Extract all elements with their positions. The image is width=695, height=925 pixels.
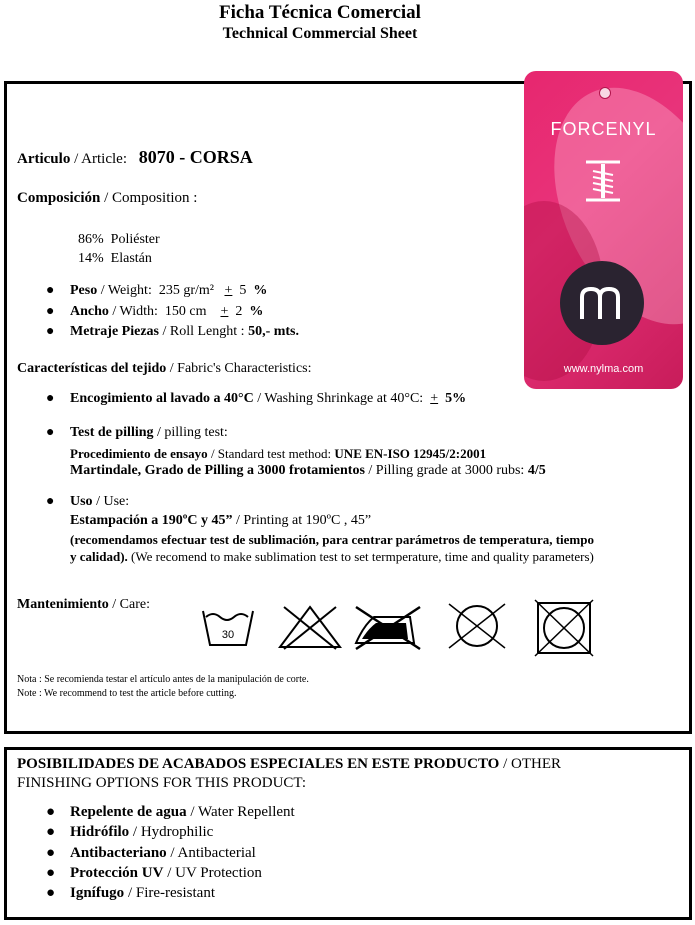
no-bleach-icon [276, 603, 344, 651]
finishing-item [46, 824, 214, 841]
finishing-item-es: Protección UV [70, 865, 164, 881]
pilling-label-en: / pilling test: [153, 425, 228, 440]
spec-label-en: / Roll Lenght : [159, 324, 245, 339]
tag-website: www.nylma.com [563, 363, 644, 375]
wash-temperature: 30 [221, 629, 235, 641]
printing-label-es: Estampación a 190ºC y 45” [70, 513, 233, 528]
tag-hole [599, 87, 611, 99]
bullet: ● [46, 391, 55, 406]
article-value: 8070 - CORSA [138, 147, 253, 167]
method-label-en: / Standard test method: [207, 446, 335, 461]
finishing-item [46, 885, 216, 902]
grade-value: 4/5 [527, 463, 546, 478]
method-label-es: Procedimiento de ensayo [70, 446, 208, 461]
use-note [70, 549, 594, 565]
finishing-item-en: / Water Repellent [186, 804, 295, 820]
spec-label-en: / Width: [108, 304, 158, 319]
use-label-en: / Use: [92, 494, 130, 509]
tag-brand: FORCENYL [550, 119, 657, 139]
spec-tolerance: 2 [235, 304, 243, 319]
composition-fiber: Poliéster [110, 232, 160, 247]
bullet: ● [46, 304, 55, 319]
plus-minus: + [430, 391, 439, 406]
finishing-item-es: Ignífugo [70, 885, 125, 901]
pilling-method [70, 446, 486, 462]
note-es: Nota : Se recomienda testar el artículo antes de la manipulación de corte. [17, 674, 309, 685]
plus-minus: + [224, 283, 233, 298]
spec-label-es: Metraje Piezas [70, 324, 159, 339]
finishing-item-en: / Antibacterial [166, 845, 256, 861]
characteristics-label-es: Características del tejido [17, 361, 167, 376]
no-dry-clean-icon [443, 602, 511, 650]
spec-unit: % [249, 304, 264, 319]
use-note-es-end: y calidad). [70, 549, 128, 564]
printing-label-en: / Printing at 190ºC , 45” [232, 513, 372, 528]
composition-pct: 14% [78, 251, 104, 266]
composition-item [78, 251, 152, 267]
finishing-item-en: / Hydrophilic [129, 824, 214, 840]
finishing-item-es: Antibacteriano [70, 845, 167, 861]
bullet: ● [46, 804, 56, 820]
spool-icon [584, 159, 622, 203]
spec-roll [46, 324, 299, 340]
bullet: ● [46, 824, 56, 840]
shrinkage-row [46, 391, 467, 407]
spec-value: 235 gr/m² [158, 283, 214, 298]
article-label-es: Articulo [17, 151, 71, 167]
composition-pct: 86% [78, 232, 104, 247]
pilling-grade [70, 463, 546, 479]
composition-fiber: Elastán [110, 251, 152, 266]
pilling-label-es: Test de pilling [70, 425, 154, 440]
finishing-item-en: / Fire-resistant [124, 885, 216, 901]
spec-tolerance: 5 [239, 283, 247, 298]
composition-label-es: Composición [17, 190, 101, 206]
characteristics-heading [17, 361, 312, 377]
finishing-item [46, 865, 262, 882]
care-label-es: Mantenimiento [17, 597, 109, 612]
bullet: ● [46, 885, 56, 901]
page-subtitle: Technical Commercial Sheet [222, 25, 418, 42]
spec-value: 150 cm [164, 304, 207, 319]
finishing-item [46, 804, 295, 821]
spec-width [46, 304, 264, 320]
article-row [17, 147, 253, 168]
shrinkage-value: 5% [445, 391, 467, 406]
use-label-es: Uso [70, 494, 93, 509]
article-label-en: / Article: [70, 151, 127, 167]
spec-label-es: Ancho [70, 304, 109, 319]
nylma-logo [560, 261, 644, 345]
method-value: UNE EN-ISO 12945/2:2001 [334, 446, 487, 461]
no-tumble-dry-icon [533, 598, 595, 658]
finishing-heading-es: POSIBILIDADES DE ACABADOS ESPECIALES EN ESTE PRODUCTO [17, 756, 500, 772]
finishing-item-en: / UV Protection [163, 865, 262, 881]
spec-unit: % [253, 283, 268, 298]
note-en: Note : We recommend to test the article before cutting. [17, 688, 237, 699]
spec-value: 50,- mts. [248, 324, 299, 339]
spec-label-en: / Weight: [97, 283, 152, 298]
use-note-en: (We recomend to make sublimation test to set termperature, time and quality parameters) [127, 549, 594, 564]
grade-label-en: / Pilling grade at 3000 rubs: [364, 463, 528, 478]
no-iron-icon [352, 603, 424, 651]
finishing-item-es: Repelente de agua [70, 804, 187, 820]
bullet: ● [46, 283, 55, 298]
characteristics-label-en: / Fabric's Characteristics: [166, 361, 312, 376]
forcenyl-hang-tag [524, 71, 683, 389]
finishing-heading-line2: FINISHING OPTIONS FOR THIS PRODUCT: [17, 775, 307, 791]
shrinkage-label-es: Encogimiento al lavado a 40°C [70, 391, 254, 406]
finishing-heading [17, 756, 561, 773]
use-row [46, 494, 130, 510]
plus-minus: + [220, 304, 229, 319]
use-note-es: (recomendamos efectuar test de sublimación, para centrar parámetros de temperatura, tiempo [70, 532, 594, 547]
bullet: ● [46, 865, 56, 881]
nylma-m-icon [560, 261, 644, 345]
use-printing [70, 513, 371, 529]
grade-label-es: Martindale, Grado de Pilling a 3000 frotamientos [70, 463, 365, 478]
care-label-en: / Care: [108, 597, 150, 612]
bullet: ● [46, 425, 55, 440]
finishing-heading-en: / OTHER [499, 756, 562, 772]
spec-label-es: Peso [70, 283, 98, 298]
bullet: ● [46, 845, 56, 861]
bullet: ● [46, 324, 55, 339]
pilling-row [46, 425, 228, 441]
page-title: Ficha Técnica Comercial [219, 2, 421, 23]
care-heading [17, 597, 150, 613]
shrinkage-label-en: / Washing Shrinkage at 40°C: [253, 391, 424, 406]
bullet: ● [46, 494, 55, 509]
composition-item [78, 232, 160, 248]
wash-30-icon [200, 605, 256, 649]
composition-heading [17, 190, 197, 207]
spec-weight [46, 283, 268, 299]
finishing-item-es: Hidrófilo [70, 824, 130, 840]
composition-label-en: / Composition : [100, 190, 198, 206]
finishing-item [46, 845, 256, 862]
